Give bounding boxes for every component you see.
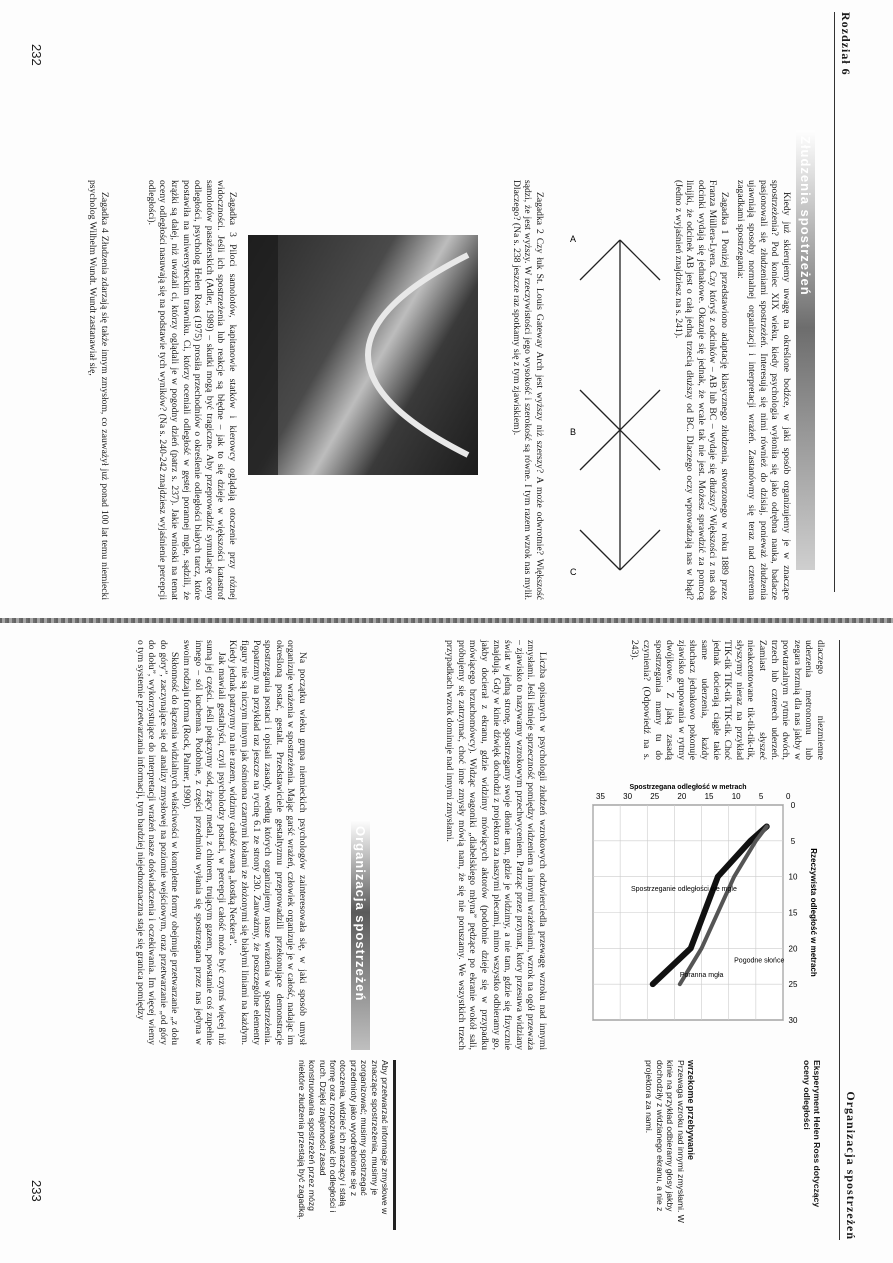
illusion-text: Liczba opisanych w psychologii złudzeń wzrokowych odzwierciedla przewagę wzroku nad innymi zmysłami. Jeśli istnieje sprzeczność pomiędzy widzeniem a innymi wrażeniami, wzrok na ogół przeważa – zjawisko to nazywamy wzrokowym przechwyceniem. Patrząc przez przymat, który przesuwa widziany świat w jedną stronę, spostrzegamy swoje dłonie tam, gdzie je widzimy, a nie tam, gdzie się fizycznie znajdują. Gdy w kinie dźwięk dochodzi z projektora za naszymi plecami, mimo wszystko odbieramy go, jakby docierał z ekranu, gdzie widzimy mówiących aktorów (podobnie dzieje się w przypadku mówiącego brzuchomówcy). Widząc wagoniki „diabelskiego młyna” pędzące po ekranie wokół sali, próbujemy się zatrzymać, choć inne zmysły mówią nam, że się nie poruszamy. We wszystkich trzech przypadkach wzrok dominuje nad innymi zmysłami. bbox=[444, 640, 548, 1050]
section-title-banner-wrap bbox=[796, 130, 815, 570]
sidebar-text: Przewaga wzroku nad innymi zmysłami. W kinie na przykład odbieramy głosy jakby dochodziły z widzianego ekranu, a nie z projektora za nami. bbox=[644, 1060, 686, 1223]
puzzle-1-text: Zagadka 1 Poniżej przedstawiono adaptację klasycznego złudzenia, stworzonego w roku 1889 przez Franza Müllera-Lyera. Czy któryś z odcinków – AB lub BC – wydaje się dłuższy? Większości z nas oba odcinki wydają się jednakowe. Okazuje się jednak, że wcale tak nie jest. Możesz sprawdzić za pomocą linijki, że odcinek AB jest o całą jedną trzecią dłuższy od BC. Dlaczego oczy wprowadzają nas w błąd? (Jedno z wyjaśnień znajdziesz na s. 241). bbox=[672, 180, 730, 600]
arrow-a-right bbox=[620, 240, 660, 280]
chart-data-point bbox=[716, 875, 719, 878]
chart-data-point bbox=[700, 947, 703, 950]
puzzle-1 bbox=[672, 180, 730, 600]
chart-annotation: Poranna mgła bbox=[679, 972, 724, 979]
photo-ground bbox=[248, 235, 278, 475]
chart-x-tick-label: 0 bbox=[790, 801, 796, 810]
sidebar-text-2: Aby przetwarzać informacje zmysłowe w znaczące spostrzeżenia, musimy je zorganizować; musimy spostrzegać przedmioty jako wyodrębnione się z otoczenia, widzieć ich znaczący i stałą formę oraz rozpoznawać ich odległości i ruch. Dzięki znajomości zasad konstruowania spostrzeżeń przez mózg niektóre złudzenia przestają być zagadką. bbox=[296, 1060, 396, 1230]
right-running-head-bar bbox=[839, 640, 860, 1240]
org-text-3: Skłonność do łączenia widzialnych właściwości w kompletne formy obejmuje przetwarzanie „z dołu do góry”, zaczynające się od analizy zmysłowej na poziomie wejściowym, oraz przetwarzanie „od góry do dołu”, wykorzystujące do interpretacji wrażeń nasze doświadczenia i oczekiwania. Im więcej wiemy o tym systemie przetwarzania informacji, tym bardziej niejednoznaczna staje się granica pomiędzy bbox=[134, 640, 181, 1045]
chart-x-tick-label: 25 bbox=[788, 980, 798, 990]
gutter-shadow bbox=[0, 618, 893, 623]
chart-y-tick-label: 0 bbox=[786, 792, 791, 801]
intro-paragraph bbox=[734, 180, 792, 600]
chart-y-tick-label: 20 bbox=[677, 792, 687, 801]
org-banner bbox=[351, 820, 370, 1050]
arrow-b2-left bbox=[580, 430, 620, 470]
continued-column bbox=[629, 640, 826, 760]
chart-data-point bbox=[754, 839, 757, 842]
org-text-2: Jak mawiali gestaltyści, czyli psycholodzy postaci, w percepcji całość może być czymś więcej niż sumą jej części. Jeśli połączymy sód, żrący metal, z chlorem, trującym gazem, powstanie coś zupełnie innego – sól kuchenna. Podobnie, z części przedmiotu wyłania się spostrzegana przez nas jedyna w swoim rodzaju forma (Rock, Palmer, 1990). bbox=[181, 640, 227, 1045]
left-running-head: Rozdział 6 bbox=[839, 12, 853, 76]
intro-text: Kiedy już skierujemy uwagę na określone bodźce, w jaki sposób organizujemy je w znaczące spostrzeżenia? Pod koniec XIX wieku, kiedy psychologia wyłoniła się jako odrębna nauka, badacze pasjonowali się złudzeniami spostrzeżeń. Interesują się nimi również do dzisiaj, ponieważ złudzenia ujawniają sposoby normalnej organizacji i interpretacji wrażeń. Zastanówmy się teraz nad czterema zagadkami spostrzegania: bbox=[734, 180, 792, 600]
chart-caption: Eksperyment Helen Ross dotyczący oceny odległości bbox=[801, 1060, 822, 1208]
chart-x-axis-label: Rzeczywista odległość w metrach bbox=[809, 848, 818, 977]
arrow-a-left bbox=[580, 240, 620, 280]
figure-label-a: A bbox=[570, 234, 577, 244]
arrow-b2-right bbox=[620, 430, 660, 470]
chart-data-point bbox=[765, 825, 768, 828]
chart-y-axis-label: Spostrzegana odległość w metrach bbox=[629, 784, 747, 791]
illusion-paragraph bbox=[444, 640, 548, 1050]
chart-y-tick-label: 30 bbox=[623, 792, 633, 801]
arrow-b-left bbox=[580, 390, 620, 430]
org-banner-wrap bbox=[351, 820, 370, 1050]
chart-data-point bbox=[733, 875, 736, 878]
chart-y-tick-label: 10 bbox=[731, 792, 741, 801]
sidebar-title: wrzekome przebywanie bbox=[686, 1060, 696, 1161]
chart-annotation: Spostrzeganie odległości we mgle bbox=[631, 886, 737, 893]
chart-x-tick-label: 5 bbox=[790, 836, 796, 846]
puzzle-3-text: Zagadka 3 Piloci samolotów, kapitanowie statków i kierowcy oglądają otoczenie przy różnej widoczności. Jeśli ich spostrzeżenia lub reakcje są błędne – jak to się dzieje w większości katastrof samolotów pasażerskich (Adler, 1989) – skutki mogą być tragiczne. Aby przeprowadzić symulację oceny odległości, psycholog Helen Ross (1975) prosiła przechodniów o określenie odległości białych tarcz, które postawiła na uniwersyteckim trawniku. Ci, którzy oceniali odległość w gęstej porannej mgle, sądzili, że krążki są dalej, niż uważali ci, którzy oglądali je w pogodny dzień (patrz s. 237). Jakie wnioski na temat oceny odległości nasuwają się na podstawie tych wyników? (Na s. 240-242 znajdziesz wyjaśnienie percepcji odległości). bbox=[145, 180, 238, 600]
chart-data-point bbox=[651, 983, 654, 986]
right-running-head-wrap bbox=[839, 640, 860, 1240]
org-title: Organizacja spostrzeżeń bbox=[353, 826, 368, 1002]
arrow-c-left bbox=[580, 530, 620, 570]
left-page-number: 232 bbox=[29, 44, 44, 66]
arrow-b-right bbox=[620, 390, 660, 430]
chart-data-point bbox=[678, 983, 681, 986]
right-running-head: Organizacja spostrzeżeń bbox=[844, 1091, 858, 1240]
section-title: Złudzenia spostrzeżeń bbox=[798, 136, 813, 296]
gateway-arch-photo bbox=[248, 235, 478, 475]
section-title-banner bbox=[796, 130, 815, 570]
arch-shape bbox=[248, 235, 478, 475]
arch-curve bbox=[368, 255, 468, 455]
chart-y-tick-label: 25 bbox=[650, 792, 660, 801]
org-paragraph bbox=[134, 640, 308, 1045]
chart-data-point bbox=[689, 947, 692, 950]
chart-y-tick-label: 35 bbox=[596, 792, 605, 801]
sidebar-box bbox=[644, 1060, 696, 1230]
left-page-running-head-wrap bbox=[834, 12, 855, 592]
org-text: Na początku wieku grupa niemieckich psychologów zainteresowała się, w jaki sposób umysł organizuje wrażenia w spostrzeżenia. Mając garść wrażeń, człowiek organizuje je w całość, nadając im określoną postać, gestalt. Przedstawiciele gestaltyzmu przeprowadzili przekonujące demonstracje spostrzegania postaci i opisali zasady, według których organizujemy nasze wrażenia w spostrzeżenia. Popatrzmy na przykład raz jeszcze na rycinę 6.1 ze strony 230. Zauważmy, że poszczególne elementy figury nie są niczym innym jak ośmioma czarnymi kołami ze złożonymi się białymi liniami na każdym. Kiedy jednak patrzymy na nie razem, widzimy całość zwaną „kostką Neckera”. bbox=[227, 640, 308, 1045]
chart-x-tick-label: 30 bbox=[788, 1016, 798, 1025]
puzzle-2 bbox=[510, 180, 545, 600]
arrow-c-right bbox=[620, 530, 660, 570]
chart-y-tick-label: 5 bbox=[758, 792, 764, 801]
left-running-head-bar bbox=[834, 12, 855, 592]
figure-label-b: B bbox=[570, 427, 577, 437]
figure-label-c: C bbox=[570, 567, 577, 577]
continued-text: dlaczego niezmienne uderzenia metronomu lub zegara brzmią dla nas jakby w powtarzalnym rytmie dwóch, trzech lub czterech uderzeń. Zamiast słyszeć nieakcentowane tik-tik-tik-tik, słyszymy nieraz na przykład TIK-tik TIK-tik TIK-tik. Choć jednak docierają ciągle takie same uderzenia, każdy słuchacz jednakowo pokonuje zjawisko grupowania w rytmy dwójkowe. Z jaką zasadą spostrzegania mamy tu do czynienia? (Odpowiedź na s. 243). bbox=[629, 640, 826, 760]
puzzle-3 bbox=[145, 180, 238, 600]
sidebar-box-2 bbox=[296, 1060, 396, 1230]
puzzle-4-text: Zagadka 4 Złudzenia zdarzają się także innym zmysłom, co zauważył już ponad 100 lat temu niemiecki psycholog Wilhelm Wundt. Wundt zastanawiał się, bbox=[87, 180, 110, 600]
chart-x-tick-label: 15 bbox=[788, 908, 798, 918]
chart-x-tick-label: 10 bbox=[788, 872, 798, 882]
chart-y-tick-label: 15 bbox=[704, 792, 714, 801]
right-page-number: 233 bbox=[29, 1180, 44, 1202]
chart-x-tick-label: 20 bbox=[788, 944, 798, 954]
chart-data-point bbox=[749, 839, 752, 842]
puzzle-4 bbox=[87, 180, 110, 600]
puzzle-2-text: Zagadka 2 Czy łuk St. Louis Gateway Arch jest wyższy niż szerszy? A może odwrotnie? Większość sądzi, że jest wyższy. W rzeczywistości jego wysokość i szerokość są równe. I tym razem wzrok nas mylił. Dlaczego? (Na s. 238 jeszcze raz spotkamy się z tym zjawiskiem). bbox=[510, 180, 545, 600]
muller-lyer-figure bbox=[560, 230, 680, 580]
distance-chart bbox=[568, 780, 828, 1050]
chart-annotation: Pogodne słońce bbox=[734, 957, 785, 965]
